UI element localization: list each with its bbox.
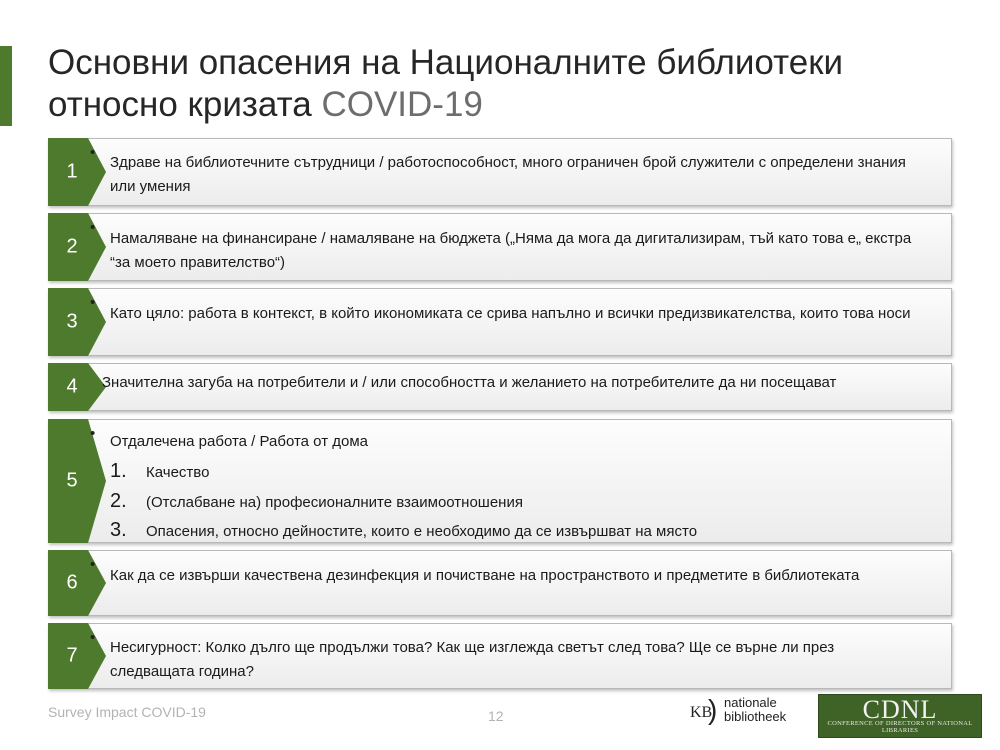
concern-number: 4 <box>66 375 78 398</box>
bullet-icon: • <box>90 629 96 646</box>
concern-text: Как да се извърши качествена дезинфекция и почистване на пространството и предметите в библиотеката <box>110 567 860 584</box>
sub-item-3 <box>110 518 697 544</box>
kb-logo-line-2: bibliotheek <box>724 709 787 724</box>
sub-item-number: 2. <box>110 490 127 512</box>
cdnl-logo-main: CDNL <box>862 695 938 724</box>
sub-item-number: 3. <box>110 519 127 541</box>
title-accent-bar <box>0 46 12 126</box>
concern-text: Отдалечена работа / Работа от дома <box>110 433 368 450</box>
bullet-icon: • <box>90 556 96 573</box>
kb-logo-paren-icon: ) <box>708 694 718 725</box>
sub-item-number: 1. <box>110 460 127 482</box>
concern-number: 7 <box>66 644 78 667</box>
sub-item-text: (Отслабване на) професионалните взаимоотношения <box>146 494 523 511</box>
title-highlight: COVID-19 <box>321 85 483 124</box>
title-line-2-prefix: относно кризата <box>48 85 322 124</box>
page-number: 12 <box>488 708 504 724</box>
footer-survey-label: Survey Impact COVID-19 <box>48 704 206 720</box>
cdnl-logo-sub: CONFERENCE OF DIRECTORS OF NATIONAL LIBRARIES <box>827 720 973 734</box>
slide-title <box>48 42 968 126</box>
bullet-icon: • <box>90 144 96 161</box>
kb-logo-text <box>724 696 786 724</box>
concern-text: Значителна загуба на потребители и / или способността и желанието на потребителите да ни посещават <box>102 374 837 391</box>
concern-text: Здраве на библиотечните сътрудници / работоспособност, много ограничен брой служители с определени знания или умения <box>110 154 906 195</box>
concern-text: Намаляване на финансиране / намаляване на бюджета („Няма да мога да дигитализирам, тъй като това е„ екстра “за моето правителство“) <box>110 230 912 271</box>
kb-logo <box>690 694 790 728</box>
concern-item-7 <box>48 623 952 689</box>
concern-number: 5 <box>66 469 78 492</box>
sub-item-text: Качество <box>146 464 210 481</box>
concern-number: 6 <box>66 571 78 594</box>
concern-item-3 <box>48 288 952 356</box>
sub-item-1 <box>110 459 209 485</box>
title-line-1: Основни опасения на Националните библиотеки <box>48 43 844 82</box>
concern-item-5 <box>48 419 952 543</box>
concern-item-2 <box>48 213 952 281</box>
bullet-icon: • <box>90 425 96 442</box>
concern-item-4 <box>48 363 952 411</box>
concern-number: 2 <box>66 235 78 258</box>
concern-text: Като цяло: работа в контекст, в който икономиката се срива напълно и всички предизвикателства, които това носи <box>110 305 911 322</box>
sub-item-text: Опасения, относно дейностите, които е необходимо да се извършват на място <box>146 523 698 540</box>
kb-logo-line-1: nationale <box>724 695 777 710</box>
cdnl-logo <box>818 694 982 738</box>
concern-number: 1 <box>66 160 78 183</box>
kb-logo-mark: KB <box>690 704 713 721</box>
concern-number: 3 <box>66 310 78 333</box>
bullet-icon: • <box>90 219 96 236</box>
concern-item-1 <box>48 138 952 206</box>
concern-text: Несигурност: Колко дълго ще продължи това? Как ще изглежда светът след това? Ще се върне ли през следващата година? <box>110 639 835 680</box>
sub-item-2 <box>110 489 523 515</box>
concern-item-6 <box>48 550 952 616</box>
bullet-icon: • <box>90 294 96 311</box>
